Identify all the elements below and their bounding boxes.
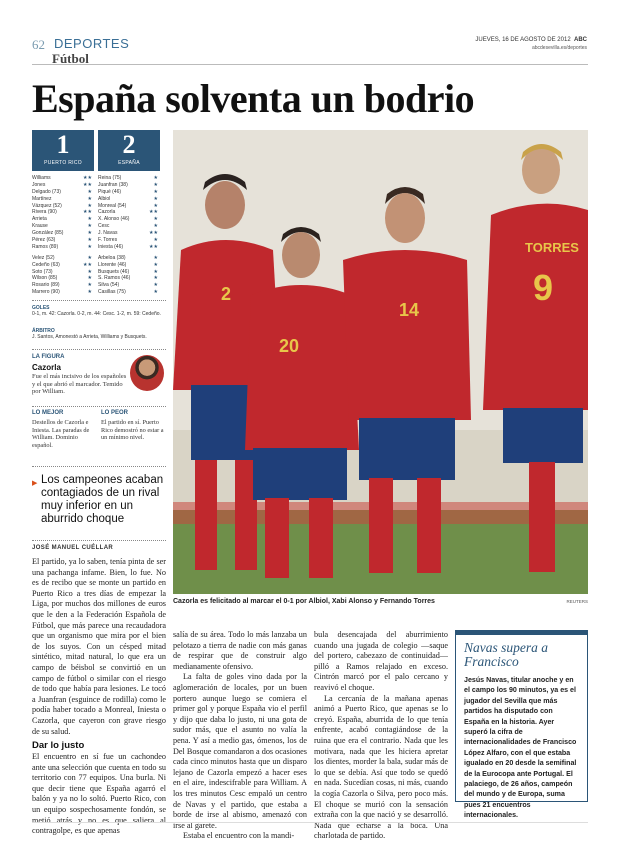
player-name: X. Alonso (46) xyxy=(98,216,130,223)
roster-row xyxy=(98,230,160,237)
rating-stars-icon: ★★ xyxy=(149,209,158,216)
publication-name: ABC xyxy=(574,37,587,43)
section-url[interactable]: abcdesevilla.es/deportes xyxy=(531,45,587,51)
player-name: Piqué (46) xyxy=(98,188,122,195)
shirt-number: 14 xyxy=(399,300,420,320)
pull-quote xyxy=(32,474,168,526)
sidebar-box xyxy=(455,630,588,820)
roster-row xyxy=(32,189,94,196)
rating-stars-icon: ★ xyxy=(153,237,158,244)
article-subheading: Dar lo justo xyxy=(32,740,85,752)
article-paragraph: bula desencajada del aburrimiento cuando una jugada de colegio —saque del portero, cabezazo de continuidad— pilló a Ramos relajado en exceso. Cintrón marcó por el palo cercano y reavivó el choque. xyxy=(314,630,448,692)
player-name: Wilson (85) xyxy=(32,275,58,282)
article-paragraph: El partido, ya lo saben, tenía pinta de ser una pachanga infame. Bien, lo fue. No es de recibo que se monte un partido en Puerto Rico a tres días de empezar la Liga, por muchos dos millones de euros que le den a la Federación Española de Fútbol, que más parece una recaudadora que un organismo que mira por el bien de los suyos. Con un césped mitad sintético, mitad natural, lo que era un campo de béisbol se convirtió en un campo de fútbol o similar con el riesgo de todo que había para lesiones. Le tocó a Juanfran (esguince de rodilla) como le podía haber tocado a Monreal, Iniesta o Cazorla, que cayeron con grave riesgo de su salud. xyxy=(32,557,166,736)
player-name: Cesc xyxy=(98,223,110,230)
player-name: Monreal (54) xyxy=(98,202,127,209)
player-name: Pérez (63) xyxy=(32,237,56,244)
rating-stars-icon: ★ xyxy=(153,261,158,268)
roster-row xyxy=(32,175,94,182)
rating-stars-icon: ★ xyxy=(153,181,158,188)
rating-stars-icon: ★ xyxy=(87,275,92,282)
headline: España solventa un bodrio xyxy=(32,76,475,121)
key-player-text: Fue el más incisivo de los españoles y el que abrió el marcador. Temido por William. xyxy=(32,373,127,396)
divider xyxy=(32,406,166,407)
player-name: Arrieta xyxy=(32,216,47,223)
roster-row xyxy=(32,255,94,262)
roster-row xyxy=(98,189,160,196)
rating-stars-icon: ★ xyxy=(153,268,158,275)
section-title[interactable]: DEPORTES xyxy=(54,36,130,51)
rating-stars-icon: ★ xyxy=(87,216,92,223)
rating-stars-icon: ★★ xyxy=(149,230,158,237)
rating-stars-icon: ★ xyxy=(153,175,158,181)
roster-row xyxy=(98,209,160,216)
player-name: Marrero (90) xyxy=(32,289,60,296)
divider xyxy=(32,300,166,301)
rating-stars-icon: ★ xyxy=(87,202,92,209)
player-name: Iniesta (46) xyxy=(98,243,124,250)
roster-row xyxy=(32,275,94,282)
rating-stars-icon: ★ xyxy=(87,195,92,202)
byline: JOSÉ MANUEL CUÉLLAR xyxy=(32,545,114,551)
player-name: Delgado (73) xyxy=(32,188,61,195)
roster-row xyxy=(98,289,160,296)
roster-row xyxy=(98,182,160,189)
roster-row xyxy=(32,269,94,276)
rating-stars-icon: ★ xyxy=(153,216,158,223)
player-name: Ramos (89) xyxy=(32,243,59,250)
player-name: Busquets (46) xyxy=(98,268,130,275)
away-score-panel xyxy=(98,130,160,171)
home-team-name: PUERTO RICO xyxy=(44,160,82,166)
roster-row xyxy=(98,175,160,182)
roster-row xyxy=(98,275,160,282)
article-paragraph: Estaba el encuentro con la mandi- xyxy=(183,831,295,841)
roster-row xyxy=(98,269,160,276)
roster-row xyxy=(98,223,160,230)
roster-row xyxy=(32,289,94,296)
rating-stars-icon: ★ xyxy=(87,289,92,296)
player-name: Cazorla xyxy=(98,209,116,216)
rating-stars-icon: ★★ xyxy=(83,175,92,181)
player-name: Casillas (75) xyxy=(98,289,126,296)
player-name: S. Ramos (46) xyxy=(98,275,131,282)
rating-stars-icon: ★ xyxy=(87,230,92,237)
sidebar-text: Jesús Navas, titular anoche y en el campo los 90 minutos, ya es el jugador del Sevilla que más partidos ha disputado con España en la historia. Ayer superó la cifra de internacionalidades de Francisco López Alfaro, con el que estaba igualado en 20 desde la semifinal de la Eurocopa ante Portugal. El palaciego, de 26 años, campeón del mundo y de Europa, suma pues 21 encuentros internacionales. xyxy=(464,676,577,820)
article-paragraph: salía de su área. Todo lo más lanzaba un pelotazo a tierra de nadie con más ganas de respirar que de construir algo medianamente ofensivo. xyxy=(173,630,307,671)
subsection-title: Fútbol xyxy=(52,51,89,66)
roster-row xyxy=(32,244,94,251)
rating-stars-icon: ★★ xyxy=(83,209,92,216)
away-goals: 2 xyxy=(122,130,136,159)
rating-stars-icon: ★ xyxy=(87,243,92,250)
shirt-number: 9 xyxy=(533,267,554,308)
header-divider xyxy=(32,64,588,65)
photo-credit: REUTERS xyxy=(566,599,588,604)
player-name: Krause xyxy=(32,223,48,230)
roster-row xyxy=(32,182,94,189)
roster-row xyxy=(32,209,94,216)
referee-text: J. Santos, Amonestó a Arrieta, Williams y Busquets. xyxy=(32,334,147,340)
roster-row xyxy=(98,255,160,262)
rating-stars-icon: ★ xyxy=(153,195,158,202)
roster-row xyxy=(98,196,160,203)
key-player-photo xyxy=(130,355,164,391)
roster-row xyxy=(98,244,160,251)
roster-row xyxy=(32,196,94,203)
home-roster xyxy=(32,175,94,296)
rating-stars-icon: ★ xyxy=(87,188,92,195)
players-illustration xyxy=(173,130,588,594)
article-paragraph: El encuentro en sí fue un cachondeo ante una selección que cuenta en todo su territorio con 77 equipos. Una burla. Ni que decir tiene que España agarró el balón y ya no lo soltó. Puerto Rico, con un equipo sospechosamente fondón, se metió atrás y no es que saliera al contragolpe, es que apenas xyxy=(32,752,166,836)
key-player-heading: LA FIGURA xyxy=(32,354,65,360)
worst-heading: LO PEOR xyxy=(101,410,129,416)
rating-stars-icon: ★ xyxy=(153,289,158,296)
roster-row xyxy=(32,262,94,269)
rating-stars-icon: ★★ xyxy=(149,243,158,250)
sidebar-title: Navas supera a Francisco xyxy=(464,640,548,669)
best-heading: LO MEJOR xyxy=(32,410,64,416)
divider xyxy=(32,349,166,350)
away-roster xyxy=(98,175,160,296)
goals-heading: GOLES xyxy=(32,305,50,311)
home-goals: 1 xyxy=(56,130,70,159)
roster-row xyxy=(98,237,160,244)
article-column-3 xyxy=(314,630,448,842)
roster-row xyxy=(98,262,160,269)
player-name: Albiol xyxy=(98,195,111,202)
rating-stars-icon: ★ xyxy=(153,275,158,282)
rating-stars-icon: ★ xyxy=(153,202,158,209)
player-name: Jones xyxy=(32,181,46,188)
article-column-1 xyxy=(32,557,166,837)
pull-quote-text: Los campeones acaban contagiados de un rival muy inferior en un aburrido choque xyxy=(41,474,164,525)
shirt-name: TORRES xyxy=(525,240,579,255)
article-paragraph: La falta de goles vino dada por la aglomeración de locales, por un buen portero aunque luego se comiera el primer gol y porque España vio el perfil y dijo que daba lo justo, ni una gota de sudor más, que el asunto no valía la pena. Y así a medio gas, ómenos, los de Del Bosque comandaron a dos ocasiones cada cinco minutos hasta que un disparo lejano de Cazorla empezó a hacer eses en el aire, indescifrable para William. A los tres minutos Cesc empaló un centro de Navas y el partido, que estaba a borde de irse al abismo, amenazó con irse al garete. xyxy=(173,672,307,830)
article-column-2 xyxy=(173,630,307,842)
roster-row xyxy=(98,203,160,210)
rating-stars-icon: ★ xyxy=(153,188,158,195)
rating-stars-icon: ★ xyxy=(87,268,92,275)
player-name: F. Torres xyxy=(98,237,118,244)
player-name: Silva (54) xyxy=(98,282,120,289)
player-name: Arbeloa (38) xyxy=(98,254,126,261)
best-text: Destellos de Cazorla e Iniesta. Las paradas de William. Dominio español. xyxy=(32,419,90,449)
roster-row xyxy=(32,237,94,244)
key-player-name: Cazorla xyxy=(32,363,61,372)
shirt-number: 2 xyxy=(221,284,232,304)
roster-row xyxy=(32,230,94,237)
rating-stars-icon: ★ xyxy=(87,254,92,261)
player-name: Velez (52) xyxy=(32,254,55,261)
roster-row xyxy=(32,223,94,230)
goals-text: 0-1, m. 42: Cazorla. 0-2, m. 44: Cesc. 1-2, m. 59: Cedeño. xyxy=(32,311,161,317)
player-name: Rosario (89) xyxy=(32,282,60,289)
roster-row xyxy=(32,282,94,289)
player-name: Soto (73) xyxy=(32,268,53,275)
rating-stars-icon: ★ xyxy=(153,282,158,289)
rating-stars-icon: ★ xyxy=(87,282,92,289)
match-photo[interactable] xyxy=(173,130,588,594)
rating-stars-icon: ★ xyxy=(87,223,92,230)
player-name: Llorente (46) xyxy=(98,261,127,268)
divider xyxy=(32,540,166,541)
player-name: Cedeño (63) xyxy=(32,261,60,268)
player-name: J. Navas xyxy=(98,230,118,237)
player-name: Rivera (90) xyxy=(32,209,57,216)
rating-stars-icon: ★ xyxy=(87,237,92,244)
roster-row xyxy=(98,216,160,223)
rating-stars-icon: ★★ xyxy=(83,181,92,188)
worst-text: El partido en sí. Puerto Rico demostró no estar a un mínimo nivel. xyxy=(101,419,164,442)
player-name: Vázquez (52) xyxy=(32,202,62,209)
roster-row xyxy=(98,282,160,289)
player-name: González (85) xyxy=(32,230,64,237)
player-name: Reina (75) xyxy=(98,175,122,181)
date: JUEVES, 16 DE AGOSTO DE 2012 xyxy=(475,37,571,43)
article-paragraph: La cercanía de la mañana apenas animó a Puerto Rico, que apenas se lo creyó. España, aburrida de lo que tenía enfrente, acabó contagiándose de la ruina que era el contrario. Nada que les motivara, nada que les hiciera apretar los dientes, morder la bala, sudar más de lo que se debía. Así que todo se quedó en nada. Sucedían cosas, ni más, cuando la cogía Cazorla o Silva, pero poco más. El choque se murió con la sensación extraña con la que nació y se desarrolló. Nada que echarse a la boca. Una charlotada de partido. xyxy=(314,693,448,841)
rating-stars-icon: ★ xyxy=(153,254,158,261)
triangle-bullet-icon: ▶ xyxy=(32,480,38,487)
date-line xyxy=(475,37,587,43)
roster-row xyxy=(32,216,94,223)
player-name: Juanfran (38) xyxy=(98,181,128,188)
home-score-panel xyxy=(32,130,94,171)
away-team-name: ESPAÑA xyxy=(118,160,140,166)
player-name: Martínez xyxy=(32,195,52,202)
player-name: Williams xyxy=(32,175,51,181)
shirt-number: 20 xyxy=(279,336,300,356)
rating-stars-icon: ★★ xyxy=(83,261,92,268)
rating-stars-icon: ★ xyxy=(153,223,158,230)
referee-heading: ÁRBITRO xyxy=(32,328,55,334)
page-number: 62 xyxy=(32,37,45,52)
roster-row xyxy=(32,203,94,210)
photo-caption: Cazorla es felicitado al marcar el 0-1 por Albiol, Xabi Alonso y Fernando Torres xyxy=(173,598,435,605)
divider xyxy=(32,466,166,467)
footer-divider xyxy=(32,822,588,823)
